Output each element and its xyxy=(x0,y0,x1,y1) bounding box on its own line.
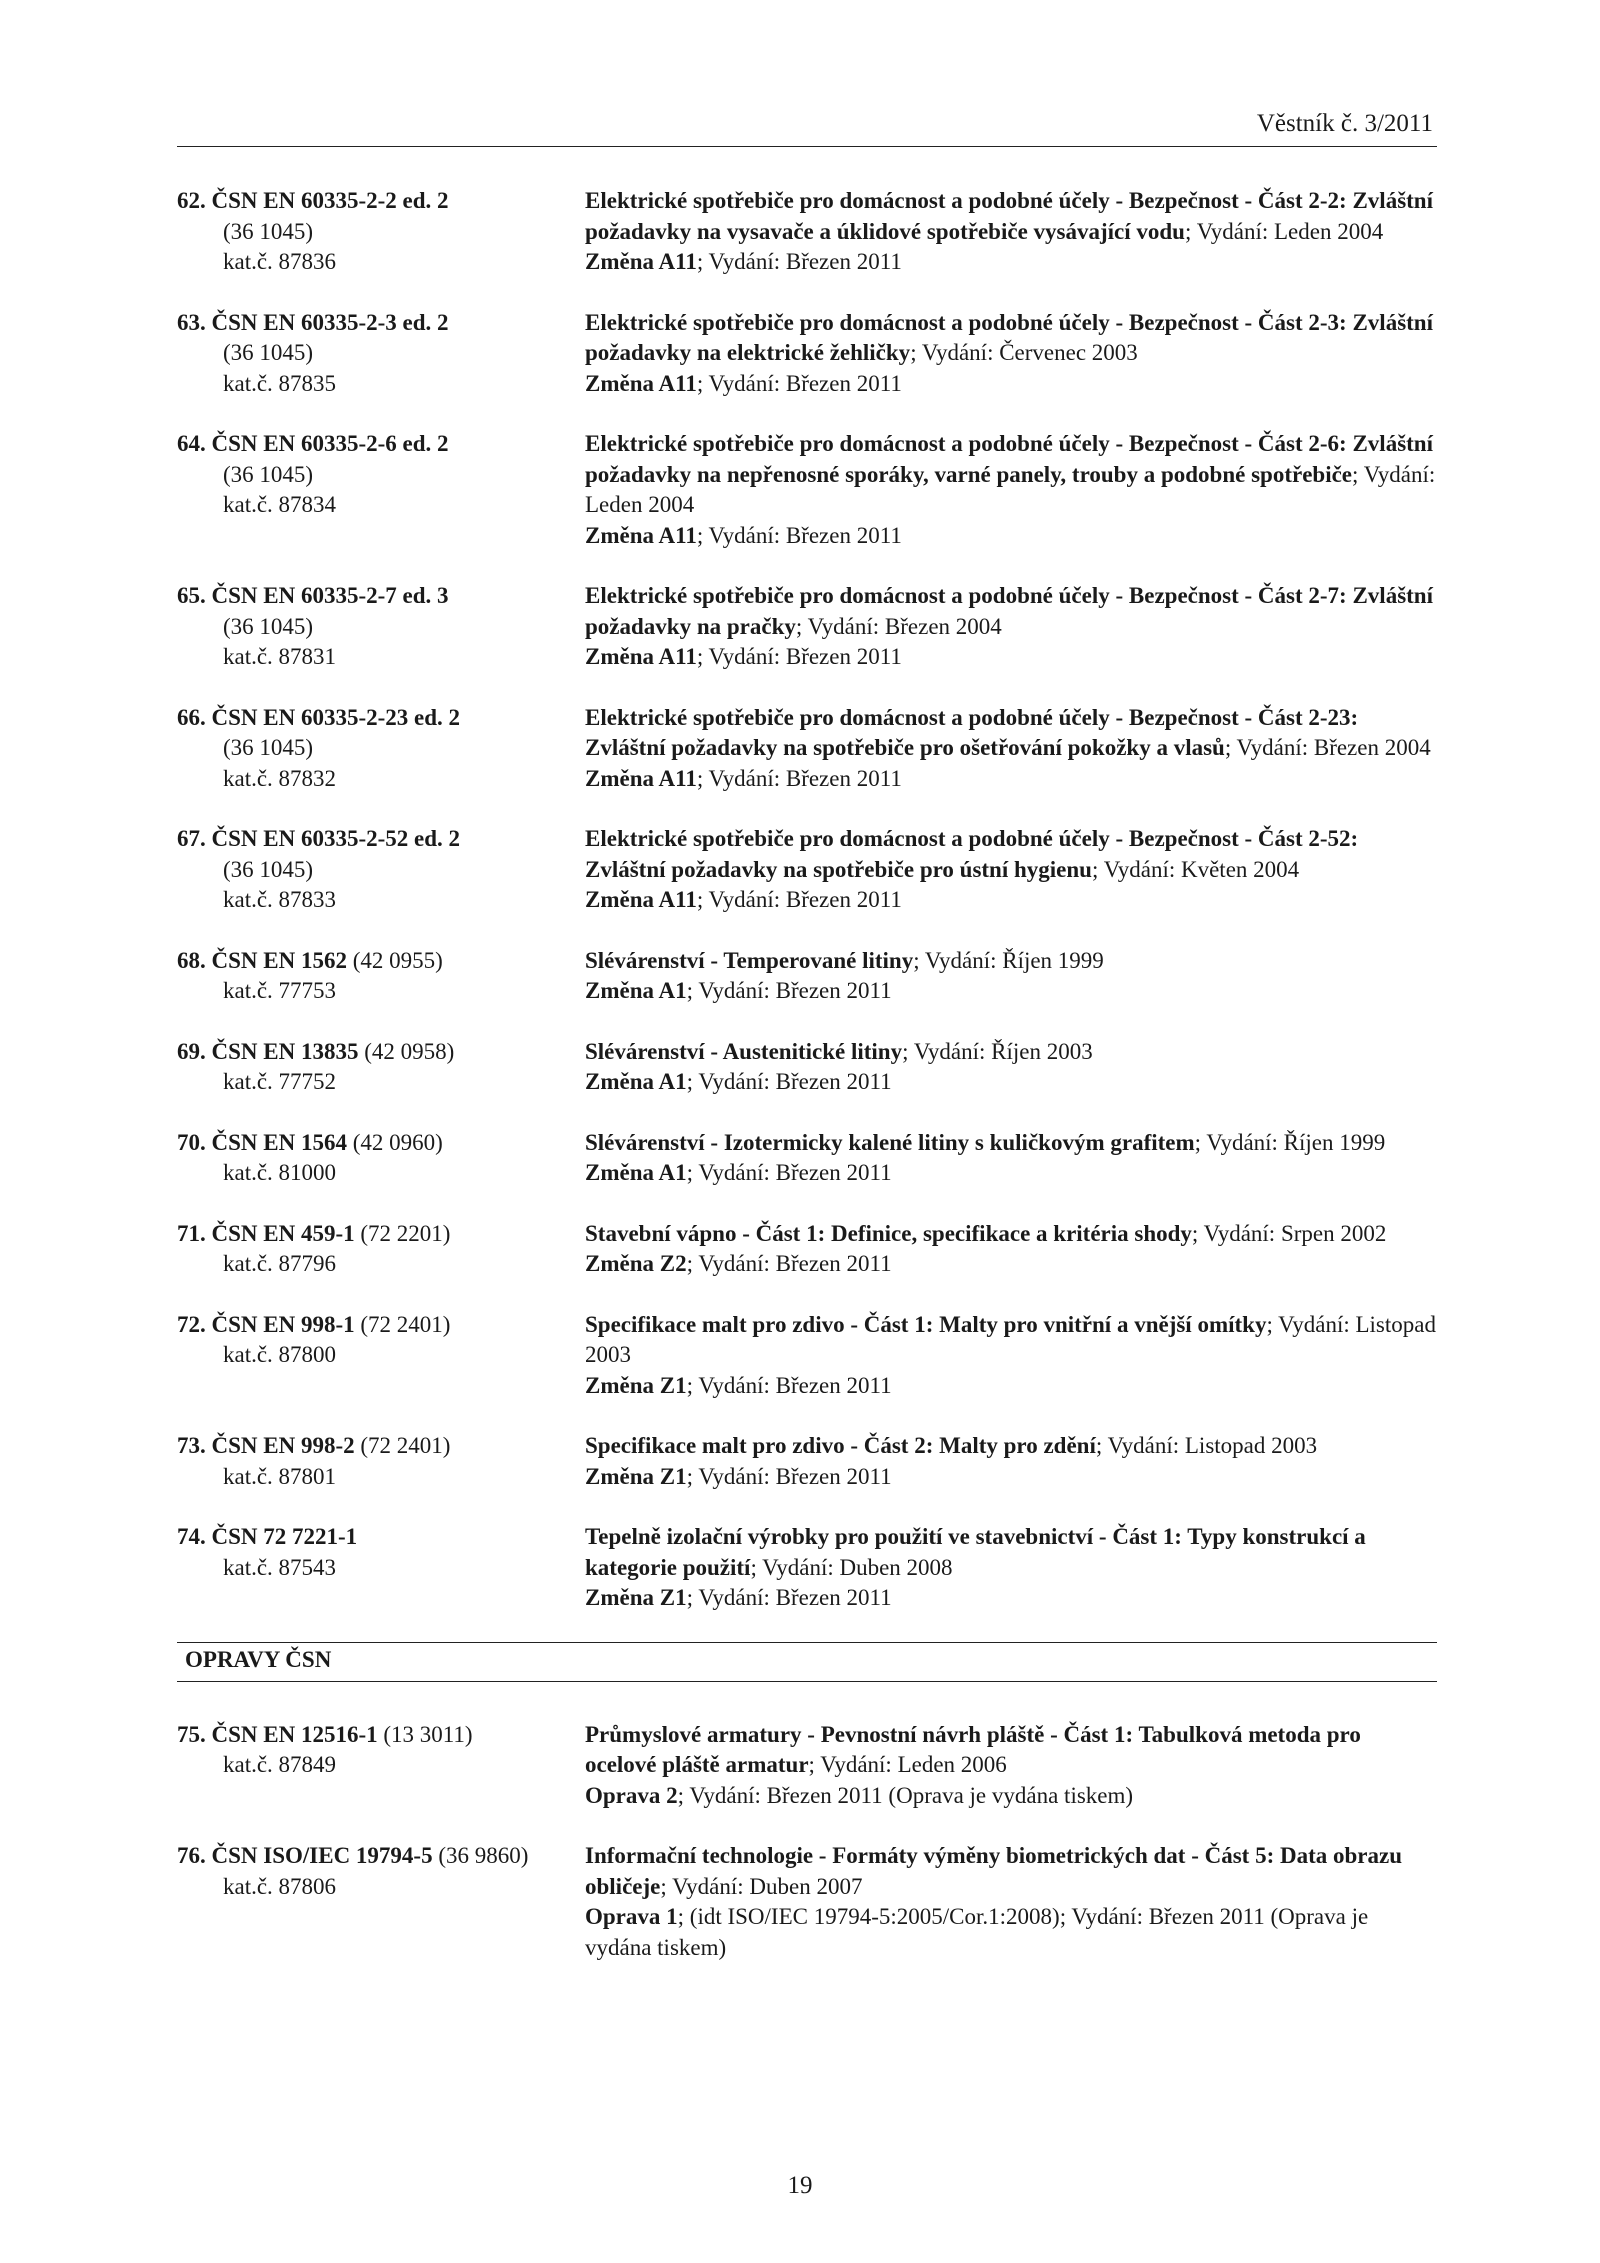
entry-issue: ; Vydání: Leden 2004 xyxy=(585,461,1436,517)
entry-description xyxy=(585,1037,1437,1098)
entry-number: 63. xyxy=(177,309,206,335)
entry-issue: ; Vydání: Duben 2007 xyxy=(660,1873,863,1899)
change-issue: ; Vydání: Březen 2011 xyxy=(696,765,902,791)
entry-identifiers xyxy=(177,1037,585,1098)
entry-issue: ; Vydání: Březen 2004 xyxy=(795,613,1002,639)
entry-issue: ; Vydání: Říjen 1999 xyxy=(1194,1129,1386,1155)
entry-catalog: kat.č. 87806 xyxy=(223,1873,337,1899)
change-label: Změna Z1 xyxy=(585,1463,687,1489)
correction-entry xyxy=(177,1841,1437,1963)
entry-catalog: kat.č. 87834 xyxy=(223,492,337,517)
entry-class: (36 1045) xyxy=(223,218,314,244)
change-issue: ; Vydání: Březen 2011 xyxy=(696,887,902,912)
entry-identifiers xyxy=(177,186,585,278)
entry-code: ČSN EN 13835 xyxy=(211,1038,359,1064)
journal-title: Věstník č. 3/2011 xyxy=(1256,110,1433,137)
entry-class: (42 0955) xyxy=(346,947,443,973)
entry-issue: ; Vydání: Leden 2006 xyxy=(808,1752,1007,1777)
correction-label: Oprava 1 xyxy=(585,1904,678,1929)
entry-description xyxy=(585,703,1437,795)
change-label: Změna Z2 xyxy=(585,1251,687,1276)
entry-description xyxy=(585,1720,1437,1812)
entry-catalog: kat.č. 87849 xyxy=(223,1752,337,1777)
entry-code: ČSN EN 998-2 xyxy=(211,1433,355,1458)
entry-title: Elektrické spotřebiče pro domácnost a podobné účely - Bezpečnost - Část 2-7: Zvláštní požadavky na pračky xyxy=(585,583,1433,639)
entry-identifiers xyxy=(177,1310,585,1402)
entry-title: Tepelně izolační výrobky pro použití ve stavebnictví - Část 1: Typy konstrukcí a kategorie použití xyxy=(585,1524,1366,1580)
entry-catalog: kat.č. 87543 xyxy=(223,1554,337,1580)
standard-entry xyxy=(177,308,1437,400)
entry-number: 75. xyxy=(177,1721,206,1747)
entry-description xyxy=(585,946,1437,1007)
entry-identifiers xyxy=(177,429,585,551)
entry-title: Slévárenství - Austenitické litiny xyxy=(585,1038,903,1064)
correction-issue: ; (idt ISO/IEC 19794-5:2005/Cor.1:2008); Vydání: Březen 2011 (Oprava je vydána tiskem) xyxy=(585,1904,1369,1960)
entry-identifiers xyxy=(177,1522,585,1614)
entry-code: ČSN EN 12516-1 xyxy=(211,1721,378,1747)
change-label: Změna A11 xyxy=(585,249,697,274)
entry-issue: ; Vydání: Listopad 2003 xyxy=(1095,1433,1318,1458)
entry-description xyxy=(585,1310,1437,1402)
entry-identifiers xyxy=(177,581,585,673)
entry-description xyxy=(585,1219,1437,1280)
entry-title: Slévárenství - Temperované litiny xyxy=(585,947,914,973)
document-body xyxy=(177,186,1437,1993)
entry-catalog: kat.č. 87835 xyxy=(223,370,337,396)
entry-identifiers xyxy=(177,824,585,916)
change-label: Změna Z1 xyxy=(585,1585,687,1610)
entry-identifiers xyxy=(177,1720,585,1812)
change-issue: ; Vydání: Březen 2011 xyxy=(696,522,902,548)
change-issue: ; Vydání: Březen 2011 xyxy=(696,249,902,274)
change-label: Změna A11 xyxy=(585,522,697,548)
entry-class: (36 1045) xyxy=(223,461,314,487)
entry-catalog: kat.č. 87801 xyxy=(223,1463,337,1489)
entry-code: ČSN EN 998-1 xyxy=(211,1311,355,1337)
entry-title: Informační technologie - Formáty výměny biometrických dat - Část 5: Data obrazu obličeje xyxy=(585,1843,1403,1899)
change-issue: ; Vydání: Březen 2011 xyxy=(686,1585,892,1610)
entry-issue: ; Vydání: Květen 2004 xyxy=(1091,856,1300,882)
change-label: Změna A11 xyxy=(585,887,697,912)
change-label: Změna A1 xyxy=(585,1069,687,1094)
page-header xyxy=(177,108,1437,147)
correction-issue: ; Vydání: Březen 2011 (Oprava je vydána tiskem) xyxy=(677,1782,1134,1808)
entry-class: (72 2401) xyxy=(354,1433,451,1458)
change-issue: ; Vydání: Březen 2011 xyxy=(686,1069,892,1094)
change-issue: ; Vydání: Březen 2011 xyxy=(696,644,902,669)
entry-issue: ; Vydání: Leden 2004 xyxy=(1184,218,1384,244)
standard-entry xyxy=(177,1219,1437,1280)
section-header xyxy=(177,1642,1437,1682)
entry-code: ČSN EN 60335-2-52 ed. 2 xyxy=(211,826,461,851)
standard-entry xyxy=(177,581,1437,673)
entry-issue: ; Vydání: Říjen 1999 xyxy=(913,947,1104,973)
standard-entry xyxy=(177,703,1437,795)
standard-entry xyxy=(177,1431,1437,1492)
entry-number: 65. xyxy=(177,583,206,608)
standard-entry xyxy=(177,1128,1437,1189)
entry-description xyxy=(585,1128,1437,1189)
entry-class: (13 3011) xyxy=(377,1721,473,1747)
entry-number: 73. xyxy=(177,1433,206,1458)
entry-catalog: kat.č. 87836 xyxy=(223,249,337,274)
change-issue: ; Vydání: Březen 2011 xyxy=(686,1251,892,1276)
entry-number: 67. xyxy=(177,826,206,851)
entry-identifiers xyxy=(177,308,585,400)
entry-catalog: kat.č. 87832 xyxy=(223,765,337,791)
entry-title: Elektrické spotřebiče pro domácnost a podobné účely - Bezpečnost - Část 2-6: Zvláštní požadavky na nepřenosné sporáky, varné panely, trouby a podobné spotřebiče xyxy=(585,431,1433,487)
entry-class: (42 0958) xyxy=(358,1038,455,1064)
entry-class: (36 1045) xyxy=(223,340,314,365)
entry-issue: ; Vydání: Červenec 2003 xyxy=(910,340,1138,365)
change-issue: ; Vydání: Březen 2011 xyxy=(696,370,902,396)
entry-class: (36 1045) xyxy=(223,613,314,639)
entry-description xyxy=(585,824,1437,916)
entry-issue: ; Vydání: Říjen 2003 xyxy=(902,1038,1093,1064)
entry-catalog: kat.č. 81000 xyxy=(223,1160,337,1185)
entry-issue: ; Vydání: Duben 2008 xyxy=(750,1554,953,1580)
standard-entry xyxy=(177,1310,1437,1402)
entry-code: ČSN EN 459-1 xyxy=(211,1220,355,1246)
entry-number: 76. xyxy=(177,1843,206,1868)
change-issue: ; Vydání: Březen 2011 xyxy=(686,1372,892,1398)
entry-title: Stavební vápno - Část 1: Definice, specifikace a kritéria shody xyxy=(585,1220,1192,1246)
entry-number: 74. xyxy=(177,1524,206,1549)
entry-title: Elektrické spotřebiče pro domácnost a podobné účely - Bezpečnost - Část 2-3: Zvláštní požadavky na elektrické žehličky xyxy=(585,309,1433,365)
change-issue: ; Vydání: Březen 2011 xyxy=(686,1160,892,1185)
entry-number: 64. xyxy=(177,431,206,456)
entry-code: ČSN EN 60335-2-2 ed. 2 xyxy=(211,188,449,213)
entry-code: ČSN EN 60335-2-6 ed. 2 xyxy=(211,431,449,456)
entry-identifiers xyxy=(177,703,585,795)
section-title: OPRAVY ČSN xyxy=(185,1646,332,1672)
entry-description xyxy=(585,186,1437,278)
entry-code: ČSN EN 60335-2-3 ed. 2 xyxy=(211,309,449,335)
entry-issue: ; Vydání: Srpen 2002 xyxy=(1191,1220,1387,1246)
entry-class: (36 1045) xyxy=(223,856,314,882)
entry-identifiers xyxy=(177,1431,585,1492)
entry-code: ČSN EN 1562 xyxy=(211,947,347,973)
correction-label: Oprava 2 xyxy=(585,1782,678,1808)
entry-catalog: kat.č. 87833 xyxy=(223,887,337,912)
entry-class: (72 2401) xyxy=(354,1311,451,1337)
entry-issue: ; Vydání: Březen 2004 xyxy=(1224,735,1431,760)
entry-description xyxy=(585,429,1437,551)
entry-catalog: kat.č. 87831 xyxy=(223,644,337,669)
entry-description xyxy=(585,308,1437,400)
entry-number: 72. xyxy=(177,1311,206,1337)
entry-catalog: kat.č. 77753 xyxy=(223,978,337,1003)
change-label: Změna A11 xyxy=(585,765,697,791)
entry-class: (36 9860) xyxy=(432,1843,529,1868)
standard-entry xyxy=(177,824,1437,916)
entry-title: Průmyslové armatury - Pevnostní návrh pláště - Část 1: Tabulková metoda pro ocelové pláště armatur xyxy=(585,1721,1361,1777)
entry-description xyxy=(585,1841,1437,1963)
change-label: Změna A11 xyxy=(585,644,697,669)
entry-number: 71. xyxy=(177,1220,206,1246)
entry-number: 66. xyxy=(177,704,206,730)
entry-title: Specifikace malt pro zdivo - Část 2: Malty pro zdění xyxy=(585,1433,1096,1458)
change-issue: ; Vydání: Březen 2011 xyxy=(686,978,892,1003)
standard-entry xyxy=(177,946,1437,1007)
entry-title: Elektrické spotřebiče pro domácnost a podobné účely - Bezpečnost - Část 2-23: Zvláštní požadavky na spotřebiče pro ošetřování pokožky a vlasů xyxy=(585,704,1359,760)
entry-code: ČSN ISO/IEC 19794-5 xyxy=(211,1843,433,1868)
change-label: Změna Z1 xyxy=(585,1372,687,1398)
page-number: 19 xyxy=(787,2172,813,2199)
entry-title: Elektrické spotřebiče pro domácnost a podobné účely - Bezpečnost - Část 2-2: Zvláštní požadavky na vysavače a úklidové spotřebiče vysávající vodu xyxy=(585,188,1433,244)
entry-title: Slévárenství - Izotermicky kalené litiny s kuličkovým grafitem xyxy=(585,1129,1195,1155)
correction-entry xyxy=(177,1720,1437,1812)
entry-number: 70. xyxy=(177,1129,206,1155)
entry-identifiers xyxy=(177,1128,585,1189)
entry-class: (36 1045) xyxy=(223,735,314,760)
standard-entry xyxy=(177,1522,1437,1614)
entry-code: ČSN EN 60335-2-7 ed. 3 xyxy=(211,583,449,608)
entry-title: Elektrické spotřebiče pro domácnost a podobné účely - Bezpečnost - Část 2-52: Zvláštní požadavky na spotřebiče pro ústní hygienu xyxy=(585,826,1359,882)
standard-entry xyxy=(177,1037,1437,1098)
entry-number: 69. xyxy=(177,1038,206,1064)
standard-entry xyxy=(177,186,1437,278)
change-label: Změna A1 xyxy=(585,978,687,1003)
entry-number: 68. xyxy=(177,947,206,973)
entry-number: 62. xyxy=(177,188,206,213)
change-label: Změna A11 xyxy=(585,370,697,396)
entry-identifiers xyxy=(177,1219,585,1280)
entry-code: ČSN EN 1564 xyxy=(211,1129,347,1155)
entry-description xyxy=(585,1431,1437,1492)
entry-issue: ; Vydání: Listopad 2003 xyxy=(585,1311,1436,1367)
entry-description xyxy=(585,1522,1437,1614)
entry-identifiers xyxy=(177,946,585,1007)
entry-catalog: kat.č. 77752 xyxy=(223,1069,337,1094)
change-issue: ; Vydání: Březen 2011 xyxy=(686,1463,892,1489)
entry-description xyxy=(585,581,1437,673)
entry-identifiers xyxy=(177,1841,585,1963)
entry-code: ČSN 72 7221-1 xyxy=(211,1524,358,1549)
entry-title: Specifikace malt pro zdivo - Část 1: Malty pro vnitřní a vnější omítky xyxy=(585,1311,1267,1337)
change-label: Změna A1 xyxy=(585,1160,687,1185)
standard-entry xyxy=(177,429,1437,551)
entry-class: (72 2201) xyxy=(354,1220,451,1246)
entry-catalog: kat.č. 87796 xyxy=(223,1251,337,1276)
entry-catalog: kat.č. 87800 xyxy=(223,1342,337,1367)
entry-class: (42 0960) xyxy=(346,1129,443,1155)
entry-code: ČSN EN 60335-2-23 ed. 2 xyxy=(211,704,461,730)
